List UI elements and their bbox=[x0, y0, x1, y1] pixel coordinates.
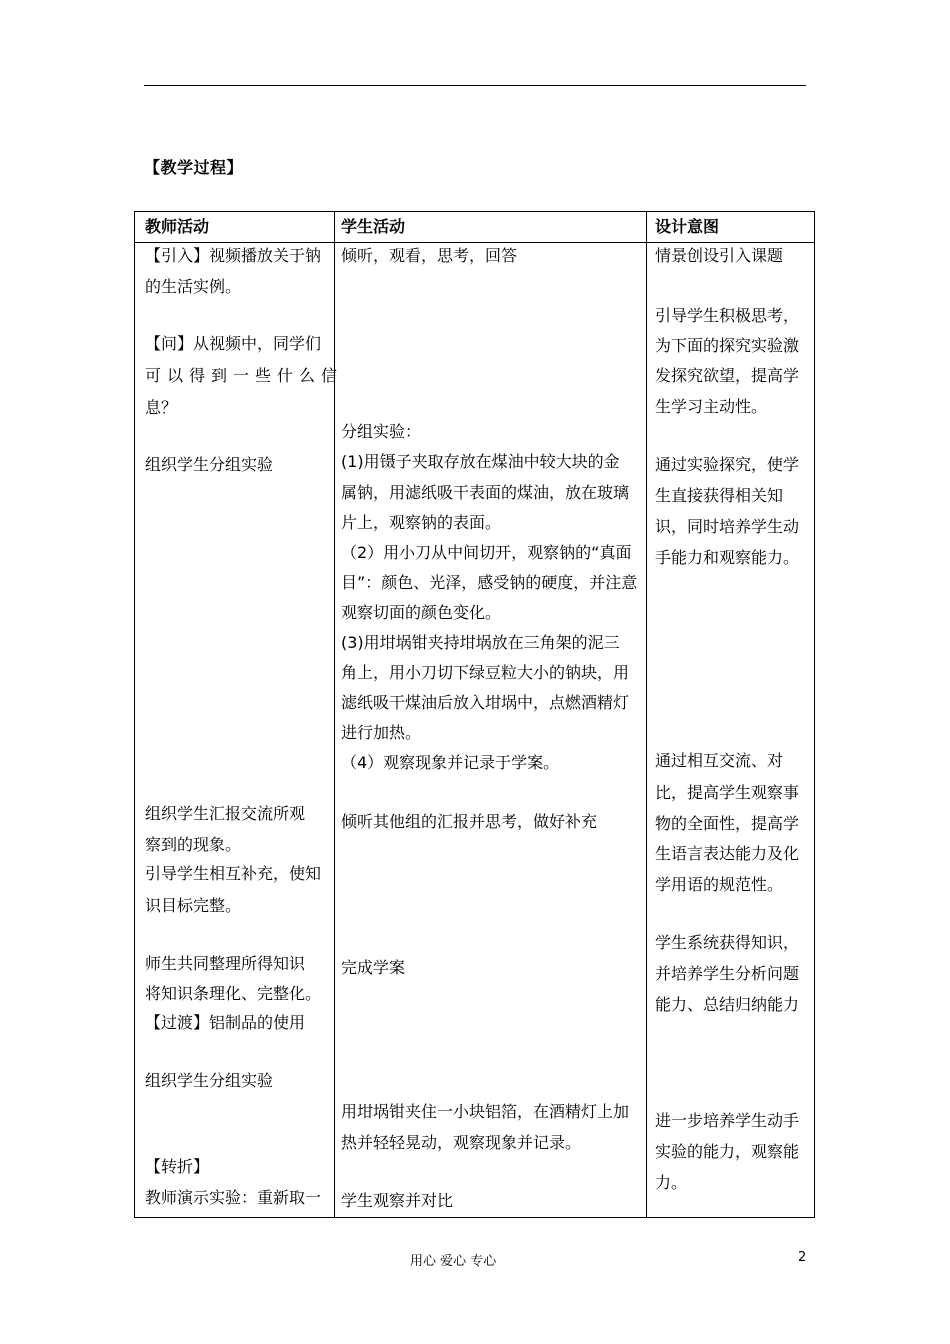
teacher-activity-line: 师生共同整理所得知识 bbox=[145, 954, 306, 973]
design-intent-line: 引导学生积极思考， bbox=[655, 306, 800, 325]
header-rule bbox=[144, 85, 806, 86]
teacher-activity-line: 组织学生分组实验 bbox=[145, 1071, 274, 1090]
student-activity-line: （4）观察现象并记录于学案。 bbox=[341, 753, 560, 772]
teacher-activity-line: 【引入】视频播放关于钠 bbox=[145, 246, 322, 265]
student-activity-line: 倾听其他组的汇报并思考，做好补充 bbox=[341, 812, 598, 831]
design-intent-line: 识，同时培养学生动 bbox=[655, 517, 800, 536]
header-student-activity: 学生活动 bbox=[341, 217, 406, 236]
column-divider bbox=[334, 212, 335, 1217]
teacher-activity-line: 【转折】 bbox=[145, 1157, 210, 1176]
teacher-activity-line: 的生活实例。 bbox=[145, 277, 242, 296]
design-intent-line: 通过实验探究，使学 bbox=[655, 455, 800, 474]
design-intent-line: 通过相互交流、对 bbox=[655, 751, 784, 770]
student-activity-line: 热并轻轻晃动，观察现象并记录。 bbox=[341, 1133, 582, 1152]
teacher-activity-line: 引导学生相互补充，使知 bbox=[145, 864, 322, 883]
design-intent-line: 学用语的规范性。 bbox=[655, 875, 784, 894]
design-intent-line: 为下面的探究实验激 bbox=[655, 336, 800, 355]
student-activity-line: 倾听，观看，思考，回答 bbox=[341, 246, 518, 265]
header-row-divider bbox=[135, 242, 814, 243]
footer-motto: 用心 爱心 专心 bbox=[410, 1254, 497, 1269]
student-activity-line: （2）用小刀从中间切开，观察钠的“真面 bbox=[341, 543, 632, 562]
teacher-activity-line: 可以得到一些什么信 bbox=[145, 366, 344, 385]
design-intent-line: 学生系统获得知识， bbox=[655, 933, 800, 952]
student-activity-line: 属钠，用滤纸吸干表面的煤油，放在玻璃 bbox=[341, 483, 630, 502]
page-number: 2 bbox=[798, 1250, 807, 1265]
header-design-intent: 设计意图 bbox=[655, 217, 720, 236]
teacher-activity-line: 将知识条理化、完整化。 bbox=[145, 984, 322, 1003]
teacher-activity-line: 教师演示实验：重新取一 bbox=[145, 1188, 322, 1207]
student-activity-line: 角上，用小刀切下绿豆粒大小的钠块，用 bbox=[341, 663, 630, 682]
student-activity-line: 片上，观察钠的表面。 bbox=[341, 513, 502, 532]
design-intent-line: 进一步培养学生动手 bbox=[655, 1111, 800, 1130]
teacher-activity-line: 息？ bbox=[145, 398, 178, 417]
student-activity-line: 用坩埚钳夹住一小块铝箔，在酒精灯上加 bbox=[341, 1102, 630, 1121]
teacher-activity-line: 【过渡】铝制品的使用 bbox=[145, 1013, 306, 1032]
student-activity-line: 学生观察并对比 bbox=[341, 1191, 454, 1210]
lesson-table bbox=[134, 211, 815, 1218]
teacher-activity-line: 组织学生分组实验 bbox=[145, 455, 274, 474]
design-intent-line: 生直接获得相关知 bbox=[655, 486, 784, 505]
design-intent-line: 实验的能力，观察能 bbox=[655, 1142, 800, 1161]
design-intent-line: 生学习主动性。 bbox=[655, 397, 768, 416]
student-activity-line: 目”：颜色、光泽，感受钠的硬度，并注意 bbox=[341, 573, 638, 592]
teacher-activity-line: 识目标完整。 bbox=[145, 896, 242, 915]
teacher-activity-line: 察到的现象。 bbox=[145, 835, 242, 854]
design-intent-line: 力。 bbox=[655, 1173, 688, 1192]
student-activity-line: 滤纸吸干煤油后放入坩埚中，点燃酒精灯 bbox=[341, 693, 630, 712]
design-intent-line: 手能力和观察能力。 bbox=[655, 548, 800, 567]
student-activity-line: 完成学案 bbox=[341, 958, 406, 977]
section-title: 【教学过程】 bbox=[144, 158, 244, 177]
student-activity-line: 分组实验： bbox=[341, 422, 422, 441]
teacher-activity-line: 组织学生汇报交流所观 bbox=[145, 804, 306, 823]
design-intent-line: 并培养学生分析问题 bbox=[655, 964, 800, 983]
design-intent-line: 物的全面性，提高学 bbox=[655, 814, 800, 833]
student-activity-line: 观察切面的颜色变化。 bbox=[341, 603, 502, 622]
student-activity-line: (1)用镊子夹取存放在煤油中较大块的金 bbox=[341, 452, 620, 471]
student-activity-line: 进行加热。 bbox=[341, 723, 422, 742]
design-intent-line: 发探究欲望，提高学 bbox=[655, 366, 800, 385]
design-intent-line: 生语言表达能力及化 bbox=[655, 844, 800, 863]
column-divider bbox=[646, 212, 647, 1217]
student-activity-line: (3)用坩埚钳夹持坩埚放在三角架的泥三 bbox=[341, 633, 620, 652]
teacher-activity-line: 【问】从视频中，同学们 bbox=[145, 334, 322, 353]
header-teacher-activity: 教师活动 bbox=[145, 217, 210, 236]
design-intent-line: 能力、总结归纳能力 bbox=[655, 995, 800, 1014]
design-intent-line: 比，提高学生观察事 bbox=[655, 783, 800, 802]
design-intent-line: 情景创设引入课题 bbox=[655, 246, 784, 265]
